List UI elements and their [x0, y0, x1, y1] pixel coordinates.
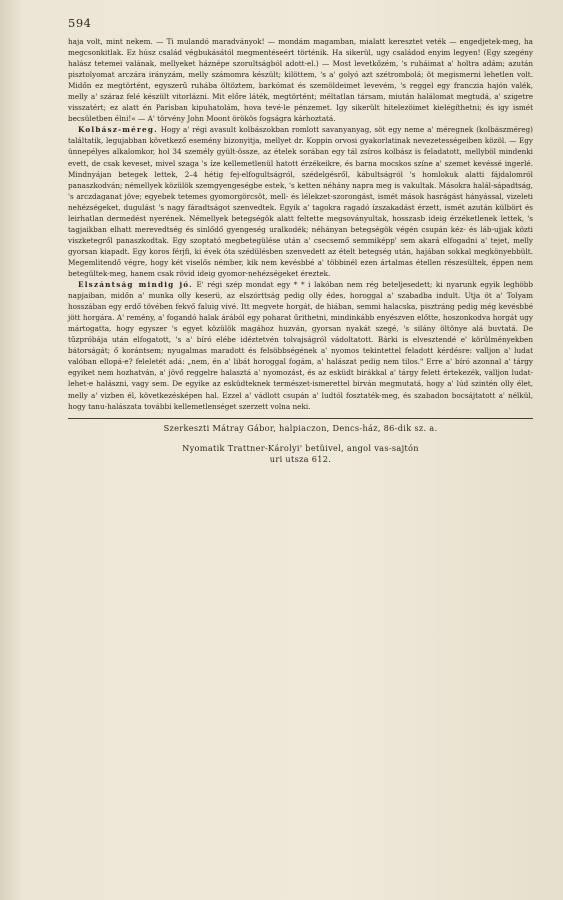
printer-line-1: Nyomatik Trattner-Károlyi' betüivel, angol vas-sajtón [182, 442, 419, 453]
paragraph-3-heading: Elszántság mindig jó. [78, 280, 193, 290]
paragraph-2 [68, 124, 533, 279]
printer-line-2: uri utsza 612. [269, 453, 332, 464]
article-body [68, 36, 533, 412]
page-number: 594 [68, 16, 92, 30]
paragraph-3-text: E' régi szép mondat egy * * i lakóban nem rég beteljesedett; ki nyarunk egyik leghöbb napjaiban, midőn a' munka olly keserü, az elszórttság pedig olly édes, horoggal a' szabadba indult. Utja öt a' Tolyam hosszában egy erdő tövében fekvő faluig vivé. Itt megvete horgát, de hiában, semmi halacska, pisztráng pedig még kevésbbé jött horgára. A' remény, a' fogandó halak árából egy poharat űrithetni, mindinkább enyészven előtte, hoszonkodva horgát ugy mártogatta, hogy egyszer 's egyet közülök magához huzván, gyorsan nyakát szegé, 's silány öltönye alá buvtatá. De tűzpróbája után elfogatott, 's a' bíró elébe idéztetvén tolvajságról vádoltatott. Bárki is elvesztendé e' körülményekben bátorságát; ő korántsem; nyugalmas maradott és felsöbbségének a' nyomos tekintettel feladott kérdésre: valljon a' ludat valóban ellopá-e? feleletét adá: „nem, én a' libát horoggal fogám, a' halászat pedig nem tilos." Erre a' bíró azonnal a' tárgy egyiket nem hozhatván, a' jövő reggelre halasztá a' nyomozást, és az esküdt birákkal a' tárgy felett értekezék, valljon ludat-lehet-e halászni, vagy sem. De egyike az esküdteknek természet-ismerettel birván megmutatá, hogy a' lúd szintén olly élet, melly a' vizben él, következésképen hal. Ezzel a' vádlott csupán a' ludtól fosztaték-meg, és szabadon bocsájtatott a' nélkül, hogy tanu-halászata további kellemetlenséget szerzett volna neki. [68, 280, 534, 411]
editor-line: Szerkeszti Mátray Gábor, halpiaczon, Dencs-ház, 86-dik sz. a. [163, 422, 438, 433]
paragraph-1 [68, 36, 533, 124]
paragraph-1-text: haja volt, mint nekem. — Ti mulandó maradványok! — mondám magamban, mialatt keresztet veték — engedjetek-meg, ha megcsonkitlak. Ez húsz család végbukásától megmentéseért történik. Ha sikerül, ugy családod enyim legyen! (Egy szegény halász tetemei valának, mellyeket háznépe szorultságból adott-el.) — Most levetkőzém, 's ruháimat a' holtra adám; azután pisztolyomat arczára irányzám, melly számomra készült; kilöttem, 's a' golyó azt szétrombolá; öt megismerni lehetlen volt. Midőn ez megtörtént, egyszerű ruhába öltöztem, barkómat és szemöldeimet levevém, 's reggel egy franczia hajón valék, melly a' száraz felé készült vitorlázni. Mit előre láték, megtörtént; méltatlan társam, miután halálomat megtudá, a' szigetre visszatért; ez alatt én Parisban kipuhatolám, hova tevé-le pénzemet. Igy sikerült hitelezöimet kielégíthetni; és igy ismét becsületben élni!« — A' törvény John Moont örökös fogságra kárhoztatá. [68, 37, 533, 124]
paragraph-3 [68, 279, 533, 412]
paragraph-2-text: Hogy a' régi avasult kolbászokban romlott savanyanyag, söt egy neme a' méregnek (kolbászméreg) találtatik, legujabban következő esemény bizonyitja, mellyet dr. Koppin orvosi gyakorlatinak nevezetességeiben közöl. — Egy ünnepélyes alkalomkor, hol 34 személy gyült-össze, az ételek sorában egy tál zsíros kolbász is feladatott, mellyböl mindenki evett, de csak keveset, mivel szaga 's íze kellemetlenül hatott érzékeikre, és barna mocskos színe a' szemet kevéssé ingerlé. Mindnyájan betegek lettek, 2–4 hétig fej-elfogultságról, szédelgésről, kábultságról 's homlokuk alatti fájdalomról panaszkodván; némellyek közülök szemgyengeségbe estek, 's ketten néhány napra meg is vakultak. Másokra halál-sápadtság, 's arczdaganat jöve; egyebek tetemes gyomorgörcsöt, mell- és lélekzet-szorongást, ismét mások hasrágást hányással, vizeleti nehézségeket, dugulást 's nagy fáradtságot szenvedtek. Egyik a' tagokra ragadó ízszakadást érzett, ismét azután külbört és leirhatlan dermedést nyerének. Némellyek betegségök alatt feltette megsoványultak, hosszasb ideig érzéketlenek lettek, 's tagjaikban elhatt merevedtség és sinlődő gyengeség uralkodék; néhányan betegségök végén csupán kéz- és láb-ujjak közti viszketegről panaszkodtak. Egy szoptató megbetegülése után a' csecsemő semmiképp' sem akará elfogadni a' tejet, melly gyorsan kiapadt. Egy koros férjfi, ki évek óta szédülésben szenvedett az ételt betegség után, hajában sokkal megkönyebbült. Megemlitendő végre, hogy két viselős némber, kik nem kevésbbé a' többinél ezen ártalmas étellen részesültek, éppen nem betegültek-meg, hanem csak rövid ideig gyomor-nehézségeket éreztek. [68, 125, 533, 278]
printer-imprint [68, 443, 533, 465]
paragraph-2-heading: Kolbász-méreg. [78, 125, 158, 135]
footer-divider [68, 418, 533, 419]
